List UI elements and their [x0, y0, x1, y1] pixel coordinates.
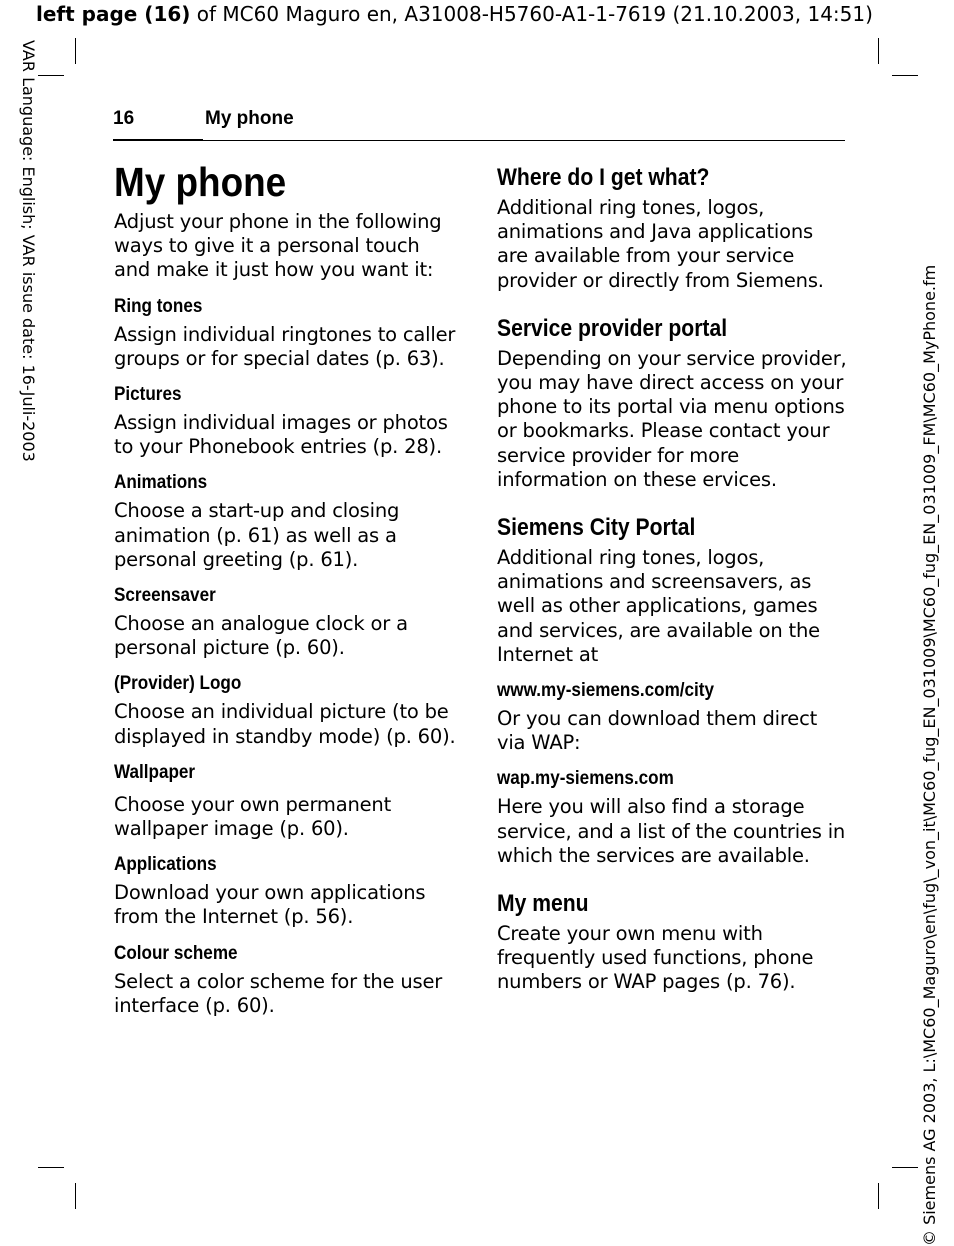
- animations-heading: Animations: [114, 472, 208, 494]
- page-number: 16: [113, 108, 135, 129]
- wallpaper-text: Choose your own permanent wallpaper image (p. 60).: [114, 792, 392, 841]
- applications-heading: Applications: [114, 854, 217, 876]
- side-note-left: VAR Language: English; VAR issue date: 16-Juli-2003: [19, 40, 38, 462]
- print-header-page: left page (16): [36, 2, 191, 26]
- crop-mark: [75, 1183, 76, 1209]
- my-menu-heading: My menu: [497, 890, 589, 918]
- crop-mark: [38, 75, 64, 76]
- left-column: [114, 158, 459, 1018]
- crop-mark: [38, 1167, 64, 1168]
- city-portal-text: Additional ring tones, logos, animations and screensavers, as well as other applications, games and services, are available on the Internet at: [497, 546, 820, 666]
- city-portal-heading: Siemens City Portal: [497, 514, 696, 542]
- crop-mark: [892, 75, 918, 76]
- page-title: My phone: [114, 159, 287, 205]
- pictures-heading: Pictures: [114, 384, 182, 406]
- provider-logo-text: Choose an individual picture (to be displayed in standby mode) (p. 60).: [114, 700, 456, 748]
- pictures-text: Assign individual images or photos to your Phonebook entries (p. 28).: [114, 411, 448, 459]
- provider-logo-heading: (Provider) Logo: [114, 673, 242, 695]
- wap-url: wap.my-siemens.com: [497, 768, 674, 790]
- wallpaper-heading: Wallpaper: [114, 761, 196, 783]
- ring-tones-text: Assign individual ringtones to caller groups or for special dates (p. 63).: [114, 322, 456, 370]
- crop-mark: [878, 1183, 879, 1209]
- animations-text: Choose a start-up and closing animation (p. 61) as well as a personal greeting (p. 61).: [114, 499, 400, 571]
- portal-heading: Service provider portal: [497, 314, 728, 342]
- header-rule-thick: [113, 139, 203, 141]
- storage-text: Here you will also find a storage service, and a list of the countries in which the services are available.: [497, 795, 846, 867]
- applications-text: Download your own applications from the Internet (p. 56).: [114, 881, 426, 929]
- intro-text: Adjust your phone in the following ways to give it a personal touch and make it just how you want it:: [114, 210, 442, 282]
- where-text: Additional ring tones, logos, animations and Java applications are available from your service provider or directly from Siemens.: [497, 196, 824, 292]
- wap-text: Or you can download them direct via WAP:: [497, 707, 818, 755]
- print-header-details: of MC60 Maguro en, A31008-H5760-A1-1-7619 (21.10.2003, 14:51): [190, 2, 873, 26]
- screensaver-heading: Screensaver: [114, 585, 216, 607]
- side-note-right: © Siemens AG 2003, L:\MC60_Maguro\en\fug\_von_it\MC60_fug_EN_031009\MC60_fug_EN_031009_FM\MC60_MyPhone.fm: [920, 264, 939, 1246]
- colour-scheme-heading: Colour scheme: [114, 942, 238, 964]
- portal-text: Depending on your service provider, you may have direct access on your phone to its portal via menu options or bookmarks. Please contact your service provider for more information on these ervices.: [497, 346, 847, 491]
- crop-mark: [892, 1167, 918, 1168]
- colour-scheme-text: Select a color scheme for the user interface (p. 60).: [114, 969, 443, 1017]
- right-column: [497, 158, 847, 995]
- running-title: My phone: [205, 108, 294, 129]
- crop-mark: [75, 38, 76, 64]
- header-rule: [203, 140, 845, 141]
- my-menu-text: Create your own menu with frequently used functions, phone numbers or WAP pages (p. 76).: [497, 922, 814, 994]
- crop-mark: [878, 38, 879, 64]
- page-header: [113, 108, 294, 130]
- print-header: [36, 2, 916, 26]
- ring-tones-heading: Ring tones: [114, 295, 203, 317]
- screensaver-text: Choose an analogue clock or a personal picture (p. 60).: [114, 612, 408, 660]
- city-portal-url: www.my-siemens.com/city: [497, 680, 714, 702]
- where-heading: Where do I get what?: [497, 164, 710, 191]
